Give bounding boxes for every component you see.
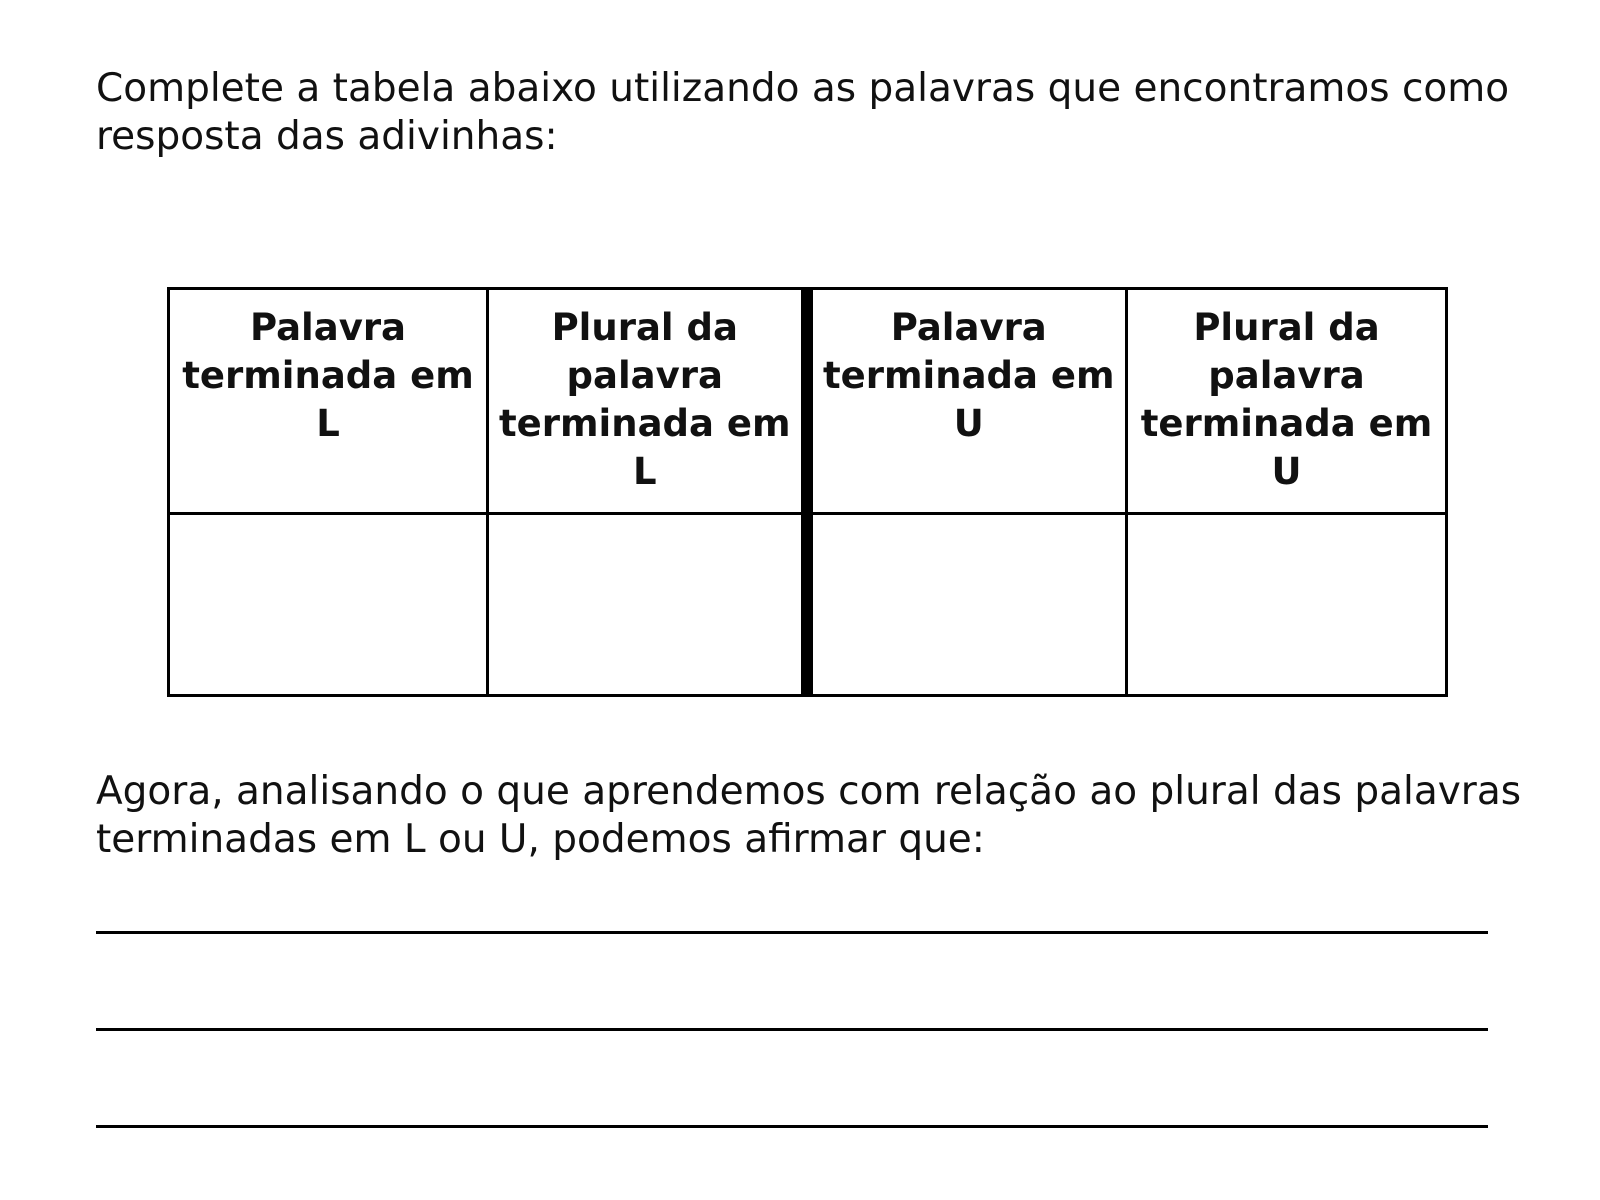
answer-cell-word-ending-u[interactable] — [807, 514, 1127, 696]
table-instruction-line-1: Complete a tabela abaixo utilizando as palavras que encontramos como — [96, 66, 1510, 111]
header-word-ending-l-label: Palavra terminada em L — [182, 306, 474, 445]
answer-line[interactable] — [96, 1028, 1488, 1031]
header-plural-ending-l-label: Plural da palavra terminada em L — [498, 306, 791, 493]
plural-table — [167, 287, 1448, 697]
table-row — [169, 514, 1447, 696]
conclusion-prompt — [96, 768, 1522, 864]
answer-cell-plural-ending-u[interactable] — [1127, 514, 1447, 696]
header-plural-ending-u — [1127, 289, 1447, 514]
header-plural-ending-l — [488, 289, 807, 514]
answer-cell-word-ending-l[interactable] — [169, 514, 488, 696]
answer-cell-plural-ending-l[interactable] — [488, 514, 807, 696]
conclusion-prompt-line-2: terminadas em L ou U, podemos afirmar que: — [96, 817, 985, 862]
answer-line[interactable] — [96, 1125, 1488, 1128]
table-header-row — [169, 289, 1447, 514]
header-plural-ending-u-label: Plural da palavra terminada em U — [1140, 306, 1433, 493]
header-word-ending-u — [807, 289, 1127, 514]
conclusion-prompt-line-1: Agora, analisando o que aprendemos com relação ao plural das palavras — [96, 769, 1522, 814]
header-word-ending-l — [169, 289, 488, 514]
table-instruction-line-2: resposta das adivinhas: — [96, 114, 558, 159]
table-instruction — [96, 65, 1516, 161]
answer-line[interactable] — [96, 931, 1488, 934]
header-word-ending-u-label: Palavra terminada em U — [822, 306, 1115, 445]
